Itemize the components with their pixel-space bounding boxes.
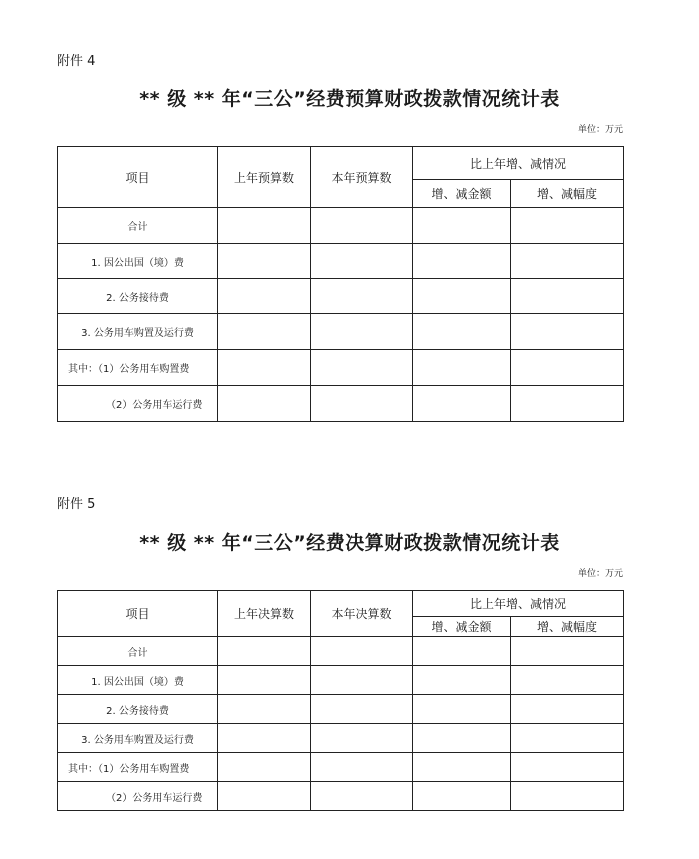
table-row: [58, 724, 624, 753]
row-label: 1. 因公出国（境）费: [58, 244, 218, 279]
table-cell[interactable]: [218, 279, 311, 314]
table-cell[interactable]: [511, 244, 624, 279]
table-cell[interactable]: [511, 753, 624, 782]
table-row: [58, 350, 624, 386]
table-cell[interactable]: [311, 753, 413, 782]
table-cell[interactable]: [511, 695, 624, 724]
table-cell[interactable]: [413, 350, 511, 386]
table-cell[interactable]: [511, 279, 624, 314]
table-row: [58, 666, 624, 695]
row-label: （2）公务用车运行费: [58, 386, 218, 422]
row-label: 2. 公务接待费: [58, 695, 218, 724]
table-cell[interactable]: [218, 724, 311, 753]
table-cell[interactable]: [413, 753, 511, 782]
table-cell[interactable]: [511, 314, 624, 350]
table-cell[interactable]: [413, 208, 511, 244]
table-cell[interactable]: [218, 314, 311, 350]
table-cell[interactable]: [311, 314, 413, 350]
header-rate: 增、减幅度: [511, 180, 624, 208]
table-cell[interactable]: [511, 724, 624, 753]
table-row: [58, 244, 624, 279]
table-cell[interactable]: [311, 666, 413, 695]
unit-label: 单位：万元: [577, 569, 623, 579]
row-label: 其中：（1）公务用车购置费: [58, 350, 218, 386]
table-cell[interactable]: [218, 753, 311, 782]
table-cell[interactable]: [413, 695, 511, 724]
table-cell[interactable]: [511, 666, 624, 695]
table-cell[interactable]: [413, 314, 511, 350]
table-cell[interactable]: [413, 279, 511, 314]
final-accounts-table: [57, 590, 624, 811]
table-cell[interactable]: [511, 782, 624, 811]
table-cell[interactable]: [413, 724, 511, 753]
table-cell[interactable]: [311, 279, 413, 314]
attachment-label: 附件 5: [57, 497, 96, 512]
header-compare: 比上年增、减情况: [413, 591, 624, 617]
header-curr: 本年决算数: [311, 591, 413, 637]
table-cell[interactable]: [511, 386, 624, 422]
table-title: ** 级 ** 年“三公”经费决算财政拨款情况统计表: [139, 532, 560, 554]
table-cell[interactable]: [511, 637, 624, 666]
header-item: 项目: [58, 591, 218, 637]
header-curr: 本年预算数: [311, 147, 413, 208]
table-cell[interactable]: [218, 208, 311, 244]
table-row: [58, 753, 624, 782]
table-cell[interactable]: [511, 208, 624, 244]
table-title: ** 级 ** 年“三公”经费预算财政拨款情况统计表: [139, 88, 560, 110]
table-cell[interactable]: [218, 637, 311, 666]
row-label: 合计: [58, 208, 218, 244]
table-row: [58, 637, 624, 666]
table-cell[interactable]: [311, 782, 413, 811]
table-row: [58, 386, 624, 422]
header-amount: 增、减金额: [413, 180, 511, 208]
header-prev: 上年预算数: [218, 147, 311, 208]
table-cell[interactable]: [311, 244, 413, 279]
table-row: [58, 208, 624, 244]
table-cell[interactable]: [413, 782, 511, 811]
table-cell[interactable]: [413, 244, 511, 279]
header-rate: 增、减幅度: [511, 617, 624, 637]
table-cell[interactable]: [311, 208, 413, 244]
budget-table: [57, 146, 624, 422]
header-prev: 上年决算数: [218, 591, 311, 637]
table-cell[interactable]: [413, 386, 511, 422]
row-label: 1. 因公出国（境）费: [58, 666, 218, 695]
header-compare: 比上年增、减情况: [413, 147, 624, 180]
header-item: 项目: [58, 147, 218, 208]
table-row: [58, 782, 624, 811]
table-cell[interactable]: [218, 350, 311, 386]
header-amount: 增、减金额: [413, 617, 511, 637]
table-cell[interactable]: [311, 724, 413, 753]
row-label: 3. 公务用车购置及运行费: [58, 724, 218, 753]
table-cell[interactable]: [413, 666, 511, 695]
table-cell[interactable]: [218, 695, 311, 724]
row-label: 2. 公务接待费: [58, 279, 218, 314]
attachment-label: 附件 4: [57, 54, 96, 69]
table-cell[interactable]: [311, 386, 413, 422]
table-cell[interactable]: [413, 637, 511, 666]
row-label: 合计: [58, 637, 218, 666]
row-label: 3. 公务用车购置及运行费: [58, 314, 218, 350]
table-cell[interactable]: [311, 350, 413, 386]
row-label: （2）公务用车运行费: [58, 782, 218, 811]
table-cell[interactable]: [511, 350, 624, 386]
table-cell[interactable]: [218, 782, 311, 811]
table-cell[interactable]: [218, 666, 311, 695]
table-cell[interactable]: [311, 637, 413, 666]
table-row: [58, 314, 624, 350]
table-row: [58, 695, 624, 724]
table-cell[interactable]: [218, 386, 311, 422]
row-label: 其中：（1）公务用车购置费: [58, 753, 218, 782]
table-cell[interactable]: [218, 244, 311, 279]
table-row: [58, 279, 624, 314]
table-cell[interactable]: [311, 695, 413, 724]
unit-label: 单位：万元: [577, 125, 623, 135]
